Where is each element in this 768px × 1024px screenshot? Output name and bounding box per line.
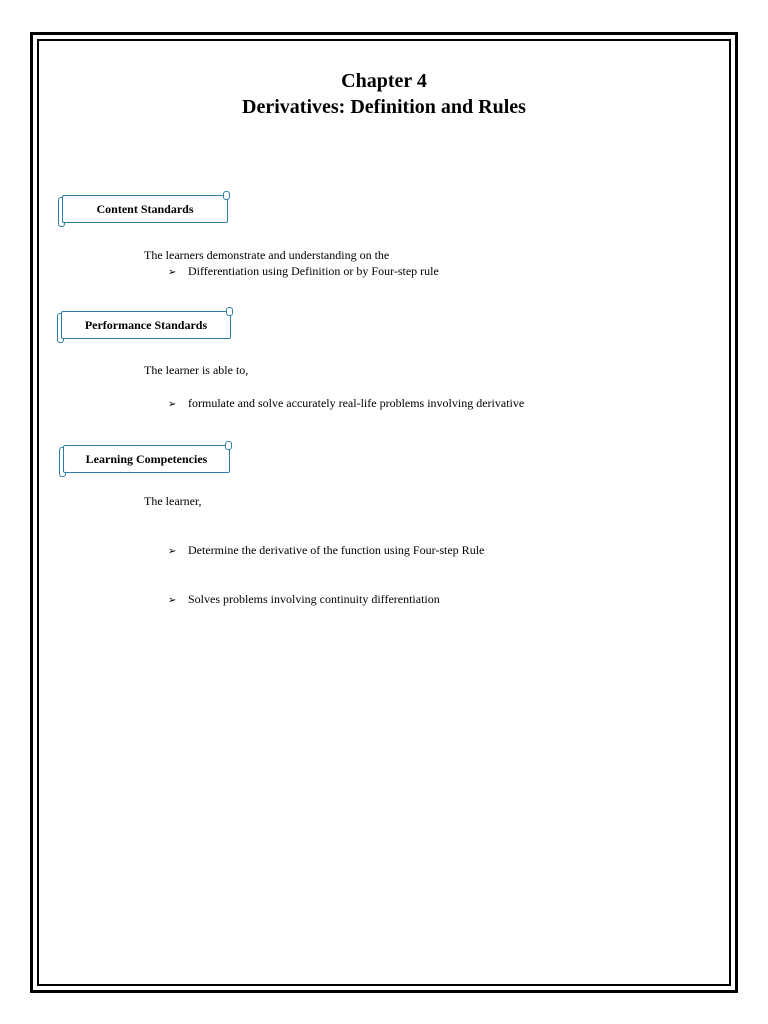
banner-curl-right — [226, 307, 233, 316]
page-border-inner — [37, 39, 731, 986]
arrow-bullet-icon: ➢ — [168, 546, 177, 557]
learning-competencies-heading: Learning Competencies — [63, 445, 230, 473]
learning-competencies-intro: The learner, — [144, 494, 202, 508]
bullet-text: Differentiation using Definition or by Four-step rule — [188, 264, 439, 278]
chapter-number: Chapter 4 — [341, 70, 427, 92]
performance-standards-banner — [57, 311, 231, 343]
performance-standards-intro: The learner is able to, — [144, 363, 249, 377]
banner-curl-right — [225, 441, 232, 450]
list-item — [168, 264, 439, 279]
content-standards-banner — [58, 195, 228, 227]
content-standards-intro: The learners demonstrate and understanding on the — [144, 248, 390, 262]
chapter-title: Derivatives: Definition and Rules — [242, 96, 526, 118]
list-item — [168, 592, 440, 607]
bullet-text: Determine the derivative of the function using Four-step Rule — [188, 543, 485, 557]
banner-curl-right — [223, 191, 230, 200]
content-standards-heading: Content Standards — [62, 195, 228, 223]
arrow-bullet-icon: ➢ — [168, 595, 177, 606]
performance-standards-heading: Performance Standards — [61, 311, 231, 339]
list-item — [168, 543, 484, 558]
list-item — [168, 396, 524, 411]
arrow-bullet-icon: ➢ — [168, 267, 177, 278]
arrow-bullet-icon: ➢ — [168, 399, 177, 410]
bullet-text: Solves problems involving continuity differentiation — [188, 592, 440, 606]
learning-competencies-banner — [59, 445, 230, 477]
bullet-text: formulate and solve accurately real-life problems involving derivative — [188, 396, 525, 410]
